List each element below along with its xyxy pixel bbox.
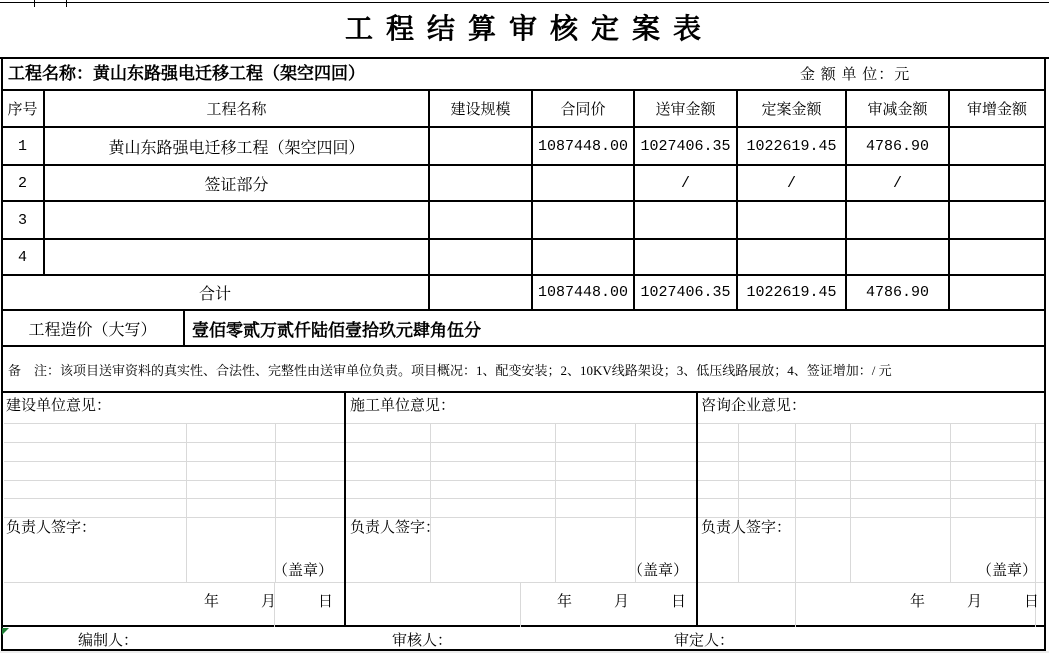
cell-r4-reduced: [847, 240, 950, 276]
remark-text: 备 注：该项目送审资料的真实性、合法性、完整性由送审单位负责。项目概况：1、配变安装；2、10KV线路架设；3、低压线路展放；4、签证增加：/ 元: [8, 362, 892, 378]
cell-r4-contract: [533, 240, 635, 276]
col-header-no: 序号: [2, 91, 45, 128]
seal-label-1: （盖章）: [272, 563, 333, 579]
sign-label-2: 负责人签字：: [350, 520, 441, 536]
grid-line: [186, 423, 187, 582]
cell-r2-contract: [533, 166, 635, 202]
border-line: [0, 2, 1049, 3]
year-label: 年: [204, 594, 220, 610]
col-header-scale: 建设规模: [430, 91, 533, 128]
cost-in-words-value: 壹佰零贰万贰仟陆佰壹拾玖元肆角伍分: [185, 311, 1046, 347]
grid-line: [738, 423, 739, 582]
cell-r1-submitted: 1027406.35: [635, 128, 738, 166]
grid-line: [850, 423, 851, 582]
summary-table: [2, 89, 1046, 311]
grid-line: [275, 423, 276, 582]
opinion-label-construction-unit: 建设单位意见：: [6, 398, 112, 414]
grid-line: [4, 442, 1044, 443]
cell-total-contract: 1087448.00: [533, 276, 635, 311]
cell-r1-contract: 1087448.00: [533, 128, 635, 166]
cell-r1-project-name: 黄山东路强电迁移工程（架空四回）: [45, 128, 430, 166]
col-header-submitted-amount: 送审金额: [635, 91, 738, 128]
remark-row: [2, 347, 1046, 393]
cell-r4-project-name: [45, 240, 430, 276]
grid-line: [4, 582, 1044, 583]
cell-r2-no: 2: [2, 166, 45, 202]
month-label: 月: [261, 594, 277, 610]
grid-line: [555, 423, 556, 582]
reviewer-label: 审核人：: [392, 633, 453, 649]
grid-line: [1035, 423, 1036, 582]
seal-label-2: （盖章）: [627, 563, 688, 579]
cell-r2-project-name: 签证部分: [45, 166, 430, 202]
project-name-label: 工程名称：黄山东路强电迁移工程（架空四回）: [8, 64, 365, 83]
cell-total-scale: [430, 276, 533, 311]
preparer-label: 编制人：: [78, 633, 139, 649]
border-line: [344, 393, 346, 627]
col-header-finalized-amount: 定案金额: [738, 91, 847, 128]
cell-r3-no: 3: [2, 202, 45, 240]
approver-label: 审定人：: [674, 633, 735, 649]
cell-r4-no: 4: [2, 240, 45, 276]
sign-label-3: 负责人签字：: [701, 520, 792, 536]
cell-r2-scale: [430, 166, 533, 202]
tick-mark: [66, 0, 67, 7]
cell-r4-scale: [430, 240, 533, 276]
day-label: 日: [671, 594, 687, 610]
grid-line: [795, 423, 796, 582]
grid-line: [4, 517, 1044, 518]
grid-line: [795, 583, 796, 627]
cell-r3-finalized: [738, 202, 847, 240]
border-line: [0, 57, 1049, 59]
seal-label-3: （盖章）: [976, 563, 1037, 579]
cell-r1-increased: [950, 128, 1046, 166]
cell-r2-reduced: /: [847, 166, 950, 202]
cell-r1-scale: [430, 128, 533, 166]
cost-in-words-row: [2, 311, 1046, 347]
cell-total-label: 合计: [2, 276, 430, 311]
grid-line: [4, 461, 1044, 462]
page-title: 工 程 结 算 审 核 定 案 表: [344, 14, 704, 45]
cell-total-reduced: 4786.90: [847, 276, 950, 311]
grid-line: [430, 423, 431, 582]
cell-r4-increased: [950, 240, 1046, 276]
col-header-increased-amount: 审增金额: [950, 91, 1046, 128]
cell-r3-increased: [950, 202, 1046, 240]
cell-r2-submitted: /: [635, 166, 738, 202]
cell-r3-reduced: [847, 202, 950, 240]
cell-r3-scale: [430, 202, 533, 240]
year-label: 年: [557, 594, 573, 610]
tick-mark: [34, 0, 35, 7]
cell-total-finalized: 1022619.45: [738, 276, 847, 311]
cell-r3-project-name: [45, 202, 430, 240]
cell-total-submitted: 1027406.35: [635, 276, 738, 311]
col-header-project-name: 工程名称: [45, 91, 430, 128]
grid-line: [4, 423, 1044, 424]
cell-r3-submitted: [635, 202, 738, 240]
footer-row: [2, 627, 1046, 651]
cell-r3-contract: [533, 202, 635, 240]
opinion-label-contractor-unit: 施工单位意见：: [350, 398, 456, 414]
year-label: 年: [910, 594, 926, 610]
cell-r4-submitted: [635, 240, 738, 276]
cell-r4-finalized: [738, 240, 847, 276]
grid-line: [950, 423, 951, 582]
green-corner-marker-icon: [2, 628, 9, 635]
date-row-1: [204, 592, 333, 612]
day-label: 日: [318, 594, 334, 610]
grid-line: [4, 480, 1044, 481]
cost-in-words-label: 工程造价（大写）: [2, 311, 185, 347]
grid-line: [635, 423, 636, 582]
amount-unit-label: 金 额 单 位：元: [800, 67, 911, 83]
month-label: 月: [614, 594, 630, 610]
col-header-reduced-amount: 审减金额: [847, 91, 950, 128]
col-header-contract-price: 合同价: [533, 91, 635, 128]
opinion-section: [2, 393, 1046, 627]
month-label: 月: [967, 594, 983, 610]
border-line: [696, 393, 698, 627]
date-row-3: [910, 592, 1039, 612]
day-label: 日: [1024, 594, 1040, 610]
sign-label-1: 负责人签字：: [6, 520, 97, 536]
cell-r1-reduced: 4786.90: [847, 128, 950, 166]
grid-line: [4, 498, 1044, 499]
grid-line: [520, 583, 521, 627]
cell-r2-increased: [950, 166, 1046, 202]
cell-r2-finalized: /: [738, 166, 847, 202]
cell-r1-no: 1: [2, 128, 45, 166]
cell-total-increased: [950, 276, 1046, 311]
opinion-label-consulting-firm: 咨询企业意见：: [701, 398, 807, 414]
date-row-2: [557, 592, 686, 612]
cell-r1-finalized: 1022619.45: [738, 128, 847, 166]
